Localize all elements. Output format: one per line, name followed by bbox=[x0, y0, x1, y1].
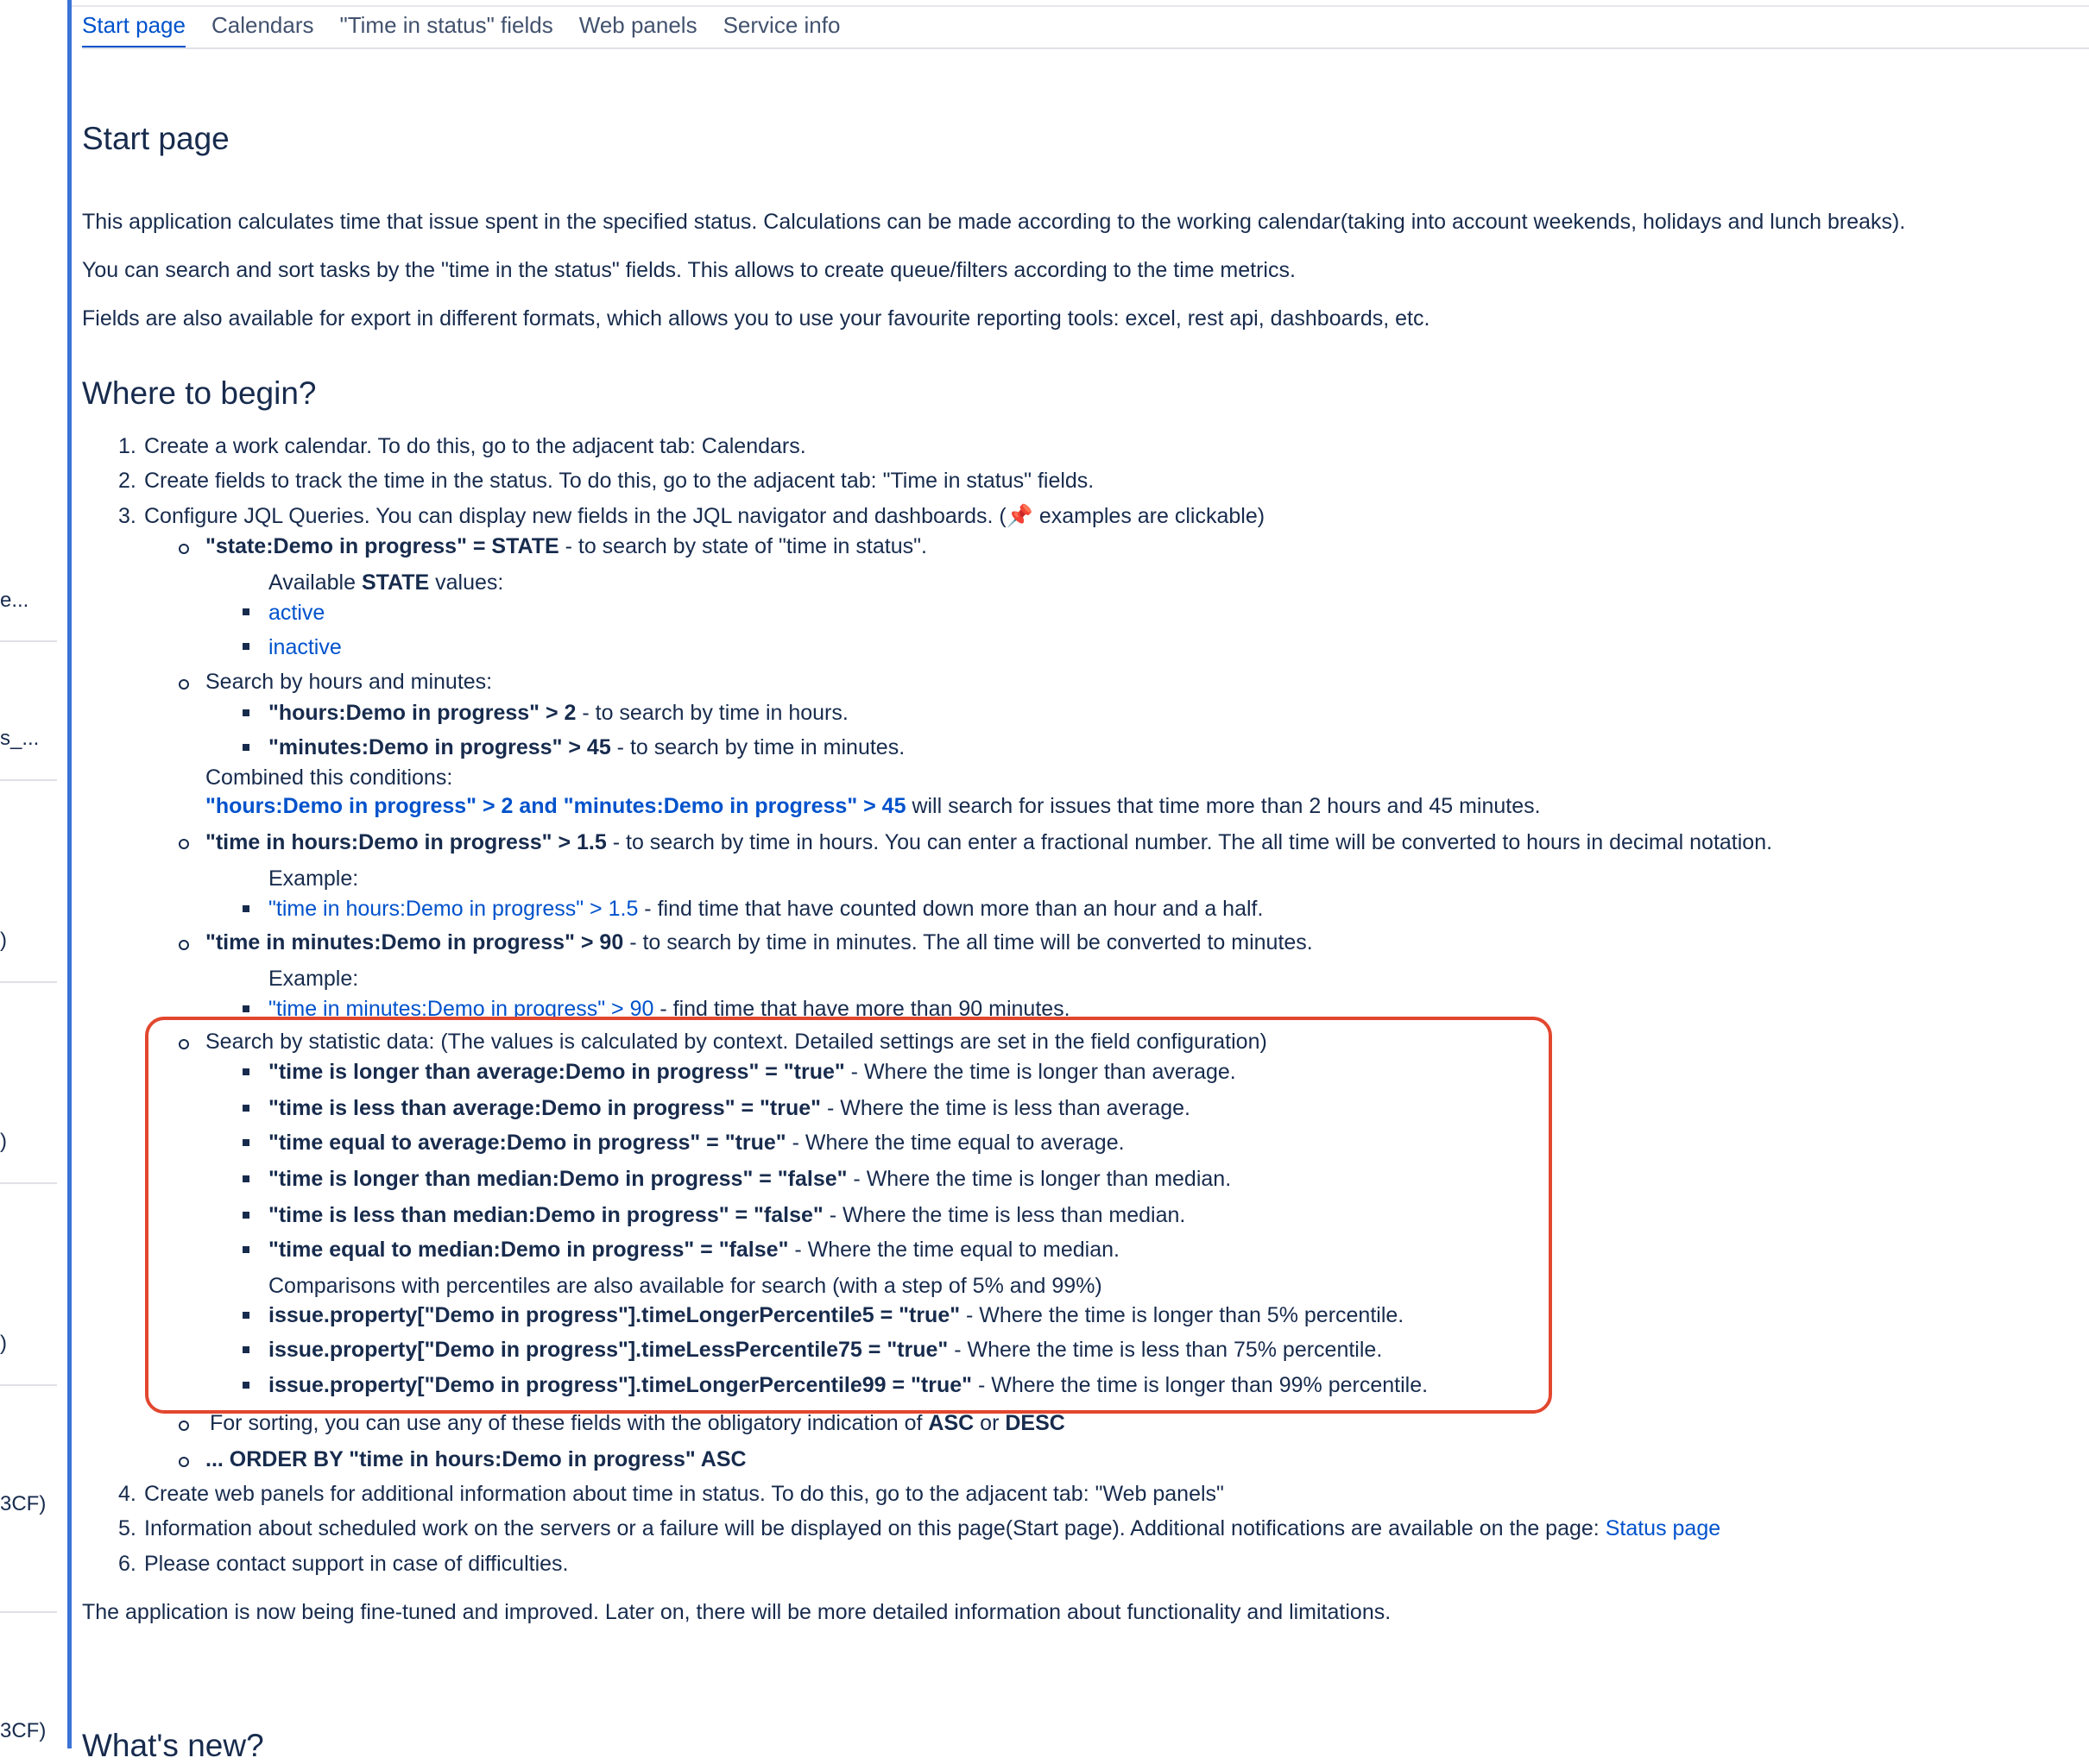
time-in-minutes-item: "time in minutes:Demo in progress" > 90 - to search by time in minutes. The all time will be converted to minutes. bbox=[205, 930, 1313, 954]
sidebar-item-7[interactable]: 3CF) bbox=[0, 1719, 47, 1742]
hours-minutes-title: Search by hours and minutes: bbox=[205, 670, 493, 694]
sidebar-divider bbox=[0, 640, 57, 642]
tab-time-in-status-fields[interactable]: "Time in status" fields bbox=[339, 12, 553, 38]
intro-paragraph-3: Fields are also available for export in different formats, which allows you to use your favourite reporting tools: excel, rest api, dashboards, etc. bbox=[82, 306, 1430, 331]
bullet-square bbox=[243, 1246, 249, 1253]
bullet-circle bbox=[179, 1457, 189, 1467]
time-in-minutes-example-link[interactable]: "time in minutes:Demo in progress" > 90 bbox=[268, 997, 654, 1021]
bullet-square bbox=[243, 905, 249, 912]
sidebar-item-4[interactable]: ) bbox=[0, 1130, 7, 1153]
list-number: 3. bbox=[118, 504, 136, 528]
sidebar-divider bbox=[0, 1384, 57, 1386]
step-4: Create web panels for additional information about time in status. To do this, go to the adjacent tab: "Web panels" bbox=[144, 1482, 1224, 1506]
percentile-note: Comparisons with percentiles are also available for search (with a step of 5% and 99%) bbox=[268, 1274, 1102, 1298]
state-active-link[interactable]: active bbox=[268, 601, 325, 625]
intro-paragraph-1: This application calculates time that issue spent in the specified status. Calculations can be made according to the working calendar(taking into account weekends, holidays and lunch breaks). bbox=[82, 210, 1906, 234]
sidebar-item-5[interactable]: ) bbox=[0, 1332, 7, 1355]
time-in-minutes-example: "time in minutes:Demo in progress" > 90 - find time that have more than 90 minutes. bbox=[268, 997, 1070, 1021]
sidebar-divider bbox=[0, 981, 57, 983]
where-to-begin-heading: Where to begin? bbox=[82, 375, 317, 411]
top-border bbox=[72, 5, 2089, 7]
stat-item: "time is less than average:Demo in progress" = "true" - Where the time is less than average. bbox=[268, 1096, 1190, 1120]
bullet-square bbox=[243, 744, 249, 751]
status-page-link[interactable]: Status page bbox=[1605, 1516, 1721, 1540]
bullet-circle bbox=[179, 1421, 189, 1431]
sorting-item: For sorting, you can use any of these fields with the obligatory indication of ASC or DESC bbox=[210, 1411, 1065, 1435]
state-query-item: "state:Demo in progress" = STATE - to search by state of "time in status". bbox=[205, 534, 927, 558]
percentile-item: issue.property["Demo in progress"].timeLongerPercentile5 = "true" - Where the time is longer than 5% percentile. bbox=[268, 1303, 1404, 1327]
sidebar-item-2[interactable]: s_... bbox=[0, 727, 40, 750]
state-inactive-link[interactable]: inactive bbox=[268, 635, 342, 659]
bullet-square bbox=[243, 1312, 249, 1319]
step-5: Information about scheduled work on the servers or a failure will be displayed on this page(Start page). Additional notifications are available on the page: Status page bbox=[144, 1516, 1721, 1540]
bullet-square bbox=[243, 1382, 249, 1389]
stat-item: "time equal to median:Demo in progress" = "false" - Where the time equal to median. bbox=[268, 1238, 1120, 1262]
time-in-hours-example: "time in hours:Demo in progress" > 1.5 - find time that have counted down more than an hour and a half. bbox=[268, 897, 1264, 921]
bullet-circle bbox=[179, 1039, 189, 1049]
stat-item: "time equal to average:Demo in progress" = "true" - Where the time equal to average. bbox=[268, 1131, 1125, 1155]
sidebar-item-3[interactable]: ) bbox=[0, 929, 7, 952]
tab-service-info[interactable]: Service info bbox=[723, 12, 841, 38]
bullet-square bbox=[243, 608, 249, 615]
statistic-title: Search by statistic data: (The values is calculated by context. Detailed settings are set in the field configuration) bbox=[205, 1030, 1267, 1054]
sidebar-divider bbox=[0, 1611, 57, 1613]
tab-bar bbox=[82, 12, 840, 49]
bullet-square bbox=[243, 643, 249, 650]
bullet-square bbox=[243, 709, 249, 716]
list-number: 6. bbox=[118, 1552, 136, 1576]
page-title: Start page bbox=[82, 121, 230, 156]
list-number: 4. bbox=[118, 1482, 136, 1506]
percentile-item: issue.property["Demo in progress"].timeLessPercentile75 = "true" - Where the time is less than 75% percentile. bbox=[268, 1338, 1383, 1362]
hours-query-item: "hours:Demo in progress" > 2 - to search by time in hours. bbox=[268, 701, 849, 725]
bullet-circle bbox=[179, 940, 189, 950]
step-1: Create a work calendar. To do this, go to the adjacent tab: Calendars. bbox=[144, 434, 806, 458]
sidebar-divider bbox=[0, 1182, 57, 1184]
combined-item: "hours:Demo in progress" > 2 and "minutes:Demo in progress" > 45 will search for issues that time more than 2 hours and 45 minutes. bbox=[205, 794, 1541, 818]
minutes-query-item: "minutes:Demo in progress" > 45 - to search by time in minutes. bbox=[268, 735, 906, 759]
sidebar-active-border bbox=[67, 0, 72, 1748]
stat-item: "time is longer than average:Demo in progress" = "true" - Where the time is longer than average. bbox=[268, 1060, 1236, 1084]
tab-start-page[interactable]: Start page bbox=[82, 12, 186, 49]
list-number: 5. bbox=[118, 1516, 136, 1540]
example-label: Example: bbox=[268, 866, 359, 891]
bullet-square bbox=[243, 1005, 249, 1012]
sidebar-item-1[interactable]: e... bbox=[0, 589, 29, 612]
tab-web-panels[interactable]: Web panels bbox=[578, 12, 697, 38]
pin-icon: 📌 bbox=[1006, 504, 1033, 528]
stat-item: "time is longer than median:Demo in progress" = "false" - Where the time is longer than median. bbox=[268, 1167, 1232, 1191]
intro-paragraph-2: You can search and sort tasks by the "time in the status" fields. This allows to create queue/filters according to the time metrics. bbox=[82, 258, 1296, 282]
list-number: 2. bbox=[118, 469, 136, 493]
bullet-circle bbox=[179, 544, 189, 554]
available-state-label: Available STATE values: bbox=[268, 570, 504, 595]
whats-new-heading: What's new? bbox=[82, 1728, 264, 1763]
combined-label: Combined this conditions: bbox=[205, 765, 453, 790]
sidebar-divider bbox=[0, 779, 57, 781]
stat-item: "time is less than median:Demo in progress" = "false" - Where the time is less than median. bbox=[268, 1203, 1186, 1227]
tab-calendars[interactable]: Calendars bbox=[211, 12, 314, 38]
tab-underline-rule bbox=[82, 47, 2089, 49]
order-by-item: ... ORDER BY "time in hours:Demo in progress" ASC bbox=[205, 1447, 747, 1471]
bullet-square bbox=[243, 1139, 249, 1146]
bullet-square bbox=[243, 1346, 249, 1353]
bullet-square bbox=[243, 1175, 249, 1182]
bullet-circle bbox=[179, 679, 189, 690]
time-in-hours-example-link[interactable]: "time in hours:Demo in progress" > 1.5 bbox=[268, 897, 639, 921]
step-6: Please contact support in case of difficulties. bbox=[144, 1552, 569, 1576]
bullet-square bbox=[243, 1068, 249, 1075]
example-label: Example: bbox=[268, 967, 359, 991]
sidebar-item-6[interactable]: 3CF) bbox=[0, 1492, 47, 1515]
list-number: 1. bbox=[118, 434, 136, 458]
step-3: Configure JQL Queries. You can display new fields in the JQL navigator and dashboards. (📌 examples are clickable) bbox=[144, 504, 1265, 528]
combined-query-link[interactable]: "hours:Demo in progress" > 2 and "minutes:Demo in progress" > 45 bbox=[205, 794, 906, 818]
bullet-square bbox=[243, 1105, 249, 1112]
step-2: Create fields to track the time in the status. To do this, go to the adjacent tab: "Time in status" fields. bbox=[144, 469, 1095, 493]
footer-paragraph: The application is now being fine-tuned and improved. Later on, there will be more detailed information about functionality and limitations. bbox=[82, 1600, 1392, 1624]
bullet-square bbox=[243, 1212, 249, 1219]
percentile-item: issue.property["Demo in progress"].timeLongerPercentile99 = "true" - Where the time is longer than 99% percentile. bbox=[268, 1373, 1429, 1397]
bullet-circle bbox=[179, 839, 189, 849]
time-in-hours-item: "time in hours:Demo in progress" > 1.5 - to search by time in hours. You can enter a fractional number. The all time will be converted to hours in decimal notation. bbox=[205, 830, 1773, 854]
left-sidebar bbox=[0, 0, 67, 1748]
